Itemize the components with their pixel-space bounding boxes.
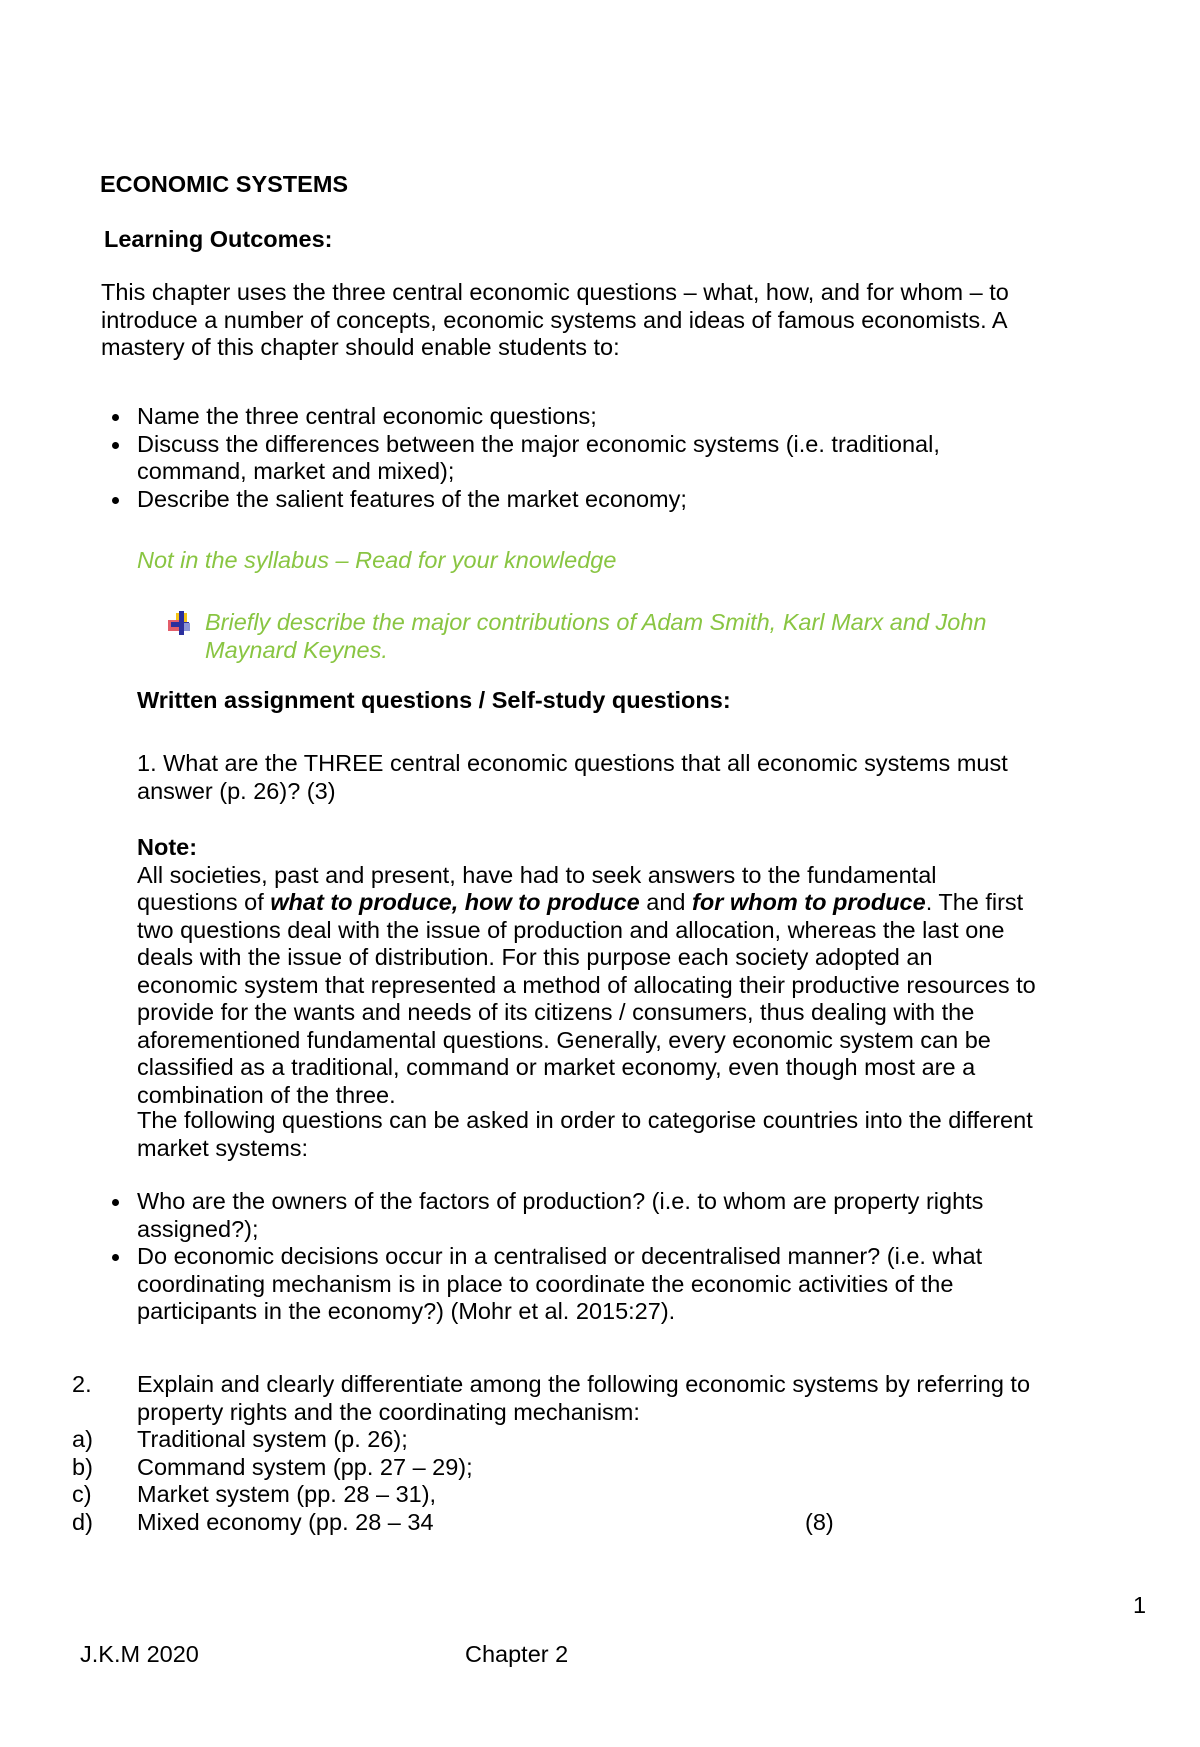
colored-arrow-bullet-icon xyxy=(167,611,191,639)
syllabus-note: Not in the syllabus – Read for your knowledge xyxy=(137,547,617,573)
item-text: Market system (pp. 28 – 31), xyxy=(137,1481,437,1507)
note-bold-run: what to produce, how to produce xyxy=(270,889,640,915)
note-text-run: All societies, past and present, have had to seek answers to the fundamental questions of xyxy=(137,861,937,915)
assignment-heading: Written assignment questions / Self-study questions: xyxy=(137,687,731,713)
note-paragraph xyxy=(137,862,1039,1110)
learning-outcomes-heading: Learning Outcomes: xyxy=(104,226,333,252)
question-2-block xyxy=(72,1371,1038,1536)
question-2-text: Explain and clearly differentiate among the following economic systems by referring to property rights and the coordinating mechanism: xyxy=(137,1371,1031,1425)
question-1: 1. What are the THREE central economic questions that all economic systems must answer (p. 26)? (3) xyxy=(137,750,1008,804)
question-2-item xyxy=(72,1454,1038,1482)
outcome-bullet-item: Discuss the differences between the major economic systems (i.e. traditional, command, market and mixed); xyxy=(72,431,1038,486)
question-2-item xyxy=(72,1481,1038,1509)
note-bold-run: for whom to produce xyxy=(692,889,926,915)
note-text-run: . The first two questions deal with the issue of production and allocation, whereas the last one deals with the issue of distribution. For this purpose each society adopted an economic system that represented a method of allocating their productive resources to provide for the wants and needs of its citizens / consumers, thus dealing with the aforementioned fundamental questions. Generally, every economic system can be classified as a traditional, command or market economy, even though most are a combination of the three. xyxy=(137,889,1036,1108)
item-label: d) xyxy=(72,1508,93,1535)
footer-chapter: Chapter 2 xyxy=(465,1641,569,1667)
learning-outcomes-list xyxy=(72,403,1038,513)
page-number: 1 xyxy=(1133,1592,1147,1618)
categorise-bullet-item: Who are the owners of the factors of production? (i.e. to whom are property rights assigned?); xyxy=(72,1188,1038,1243)
note-block xyxy=(137,834,1039,1109)
outcome-bullet-item: Name the three central economic questions; xyxy=(72,403,1038,431)
categorise-bullet-item: Do economic decisions occur in a centralised or decentralised manner? (i.e. what coordinating mechanism is in place to coordinate the economic activities of the participants in the economy?) (Mohr et al. 2015:27). xyxy=(72,1243,1038,1326)
intro-paragraph: This chapter uses the three central economic questions – what, how, and for whom – to introduce a number of concepts, economic systems and ideas of famous economists. A mastery of this chapter should enable students to: xyxy=(101,279,1009,360)
syllabus-bullet-row xyxy=(167,609,1035,664)
syllabus-bullet-text: Briefly describe the major contributions of Adam Smith, Karl Marx and John Maynard Keynes. xyxy=(205,609,987,663)
item-text: Mixed economy (pp. 28 – 34 xyxy=(137,1508,434,1535)
outcome-bullet-item: Describe the salient features of the market economy; xyxy=(72,486,1038,514)
item-text: Traditional system (p. 26); xyxy=(137,1426,408,1452)
note-text-run: and xyxy=(639,889,693,915)
question-2-item xyxy=(72,1509,1038,1537)
question-2-main xyxy=(72,1371,1038,1426)
question-2-item xyxy=(72,1426,1038,1454)
question-2-number: 2. xyxy=(72,1371,92,1397)
item-text: Command system (pp. 27 – 29); xyxy=(137,1453,473,1480)
note-heading: Note: xyxy=(137,834,198,860)
footer-author: J.K.M 2020 xyxy=(80,1641,199,1667)
categorise-list xyxy=(72,1188,1038,1326)
item-label: a) xyxy=(72,1426,93,1452)
page-title: ECONOMIC SYSTEMS xyxy=(100,171,349,197)
item-label: c) xyxy=(72,1481,92,1507)
marks-badge: (8) xyxy=(805,1508,834,1535)
categorise-intro: The following questions can be asked in order to categorise countries into the different market systems: xyxy=(137,1107,1033,1161)
item-label: b) xyxy=(72,1453,93,1480)
